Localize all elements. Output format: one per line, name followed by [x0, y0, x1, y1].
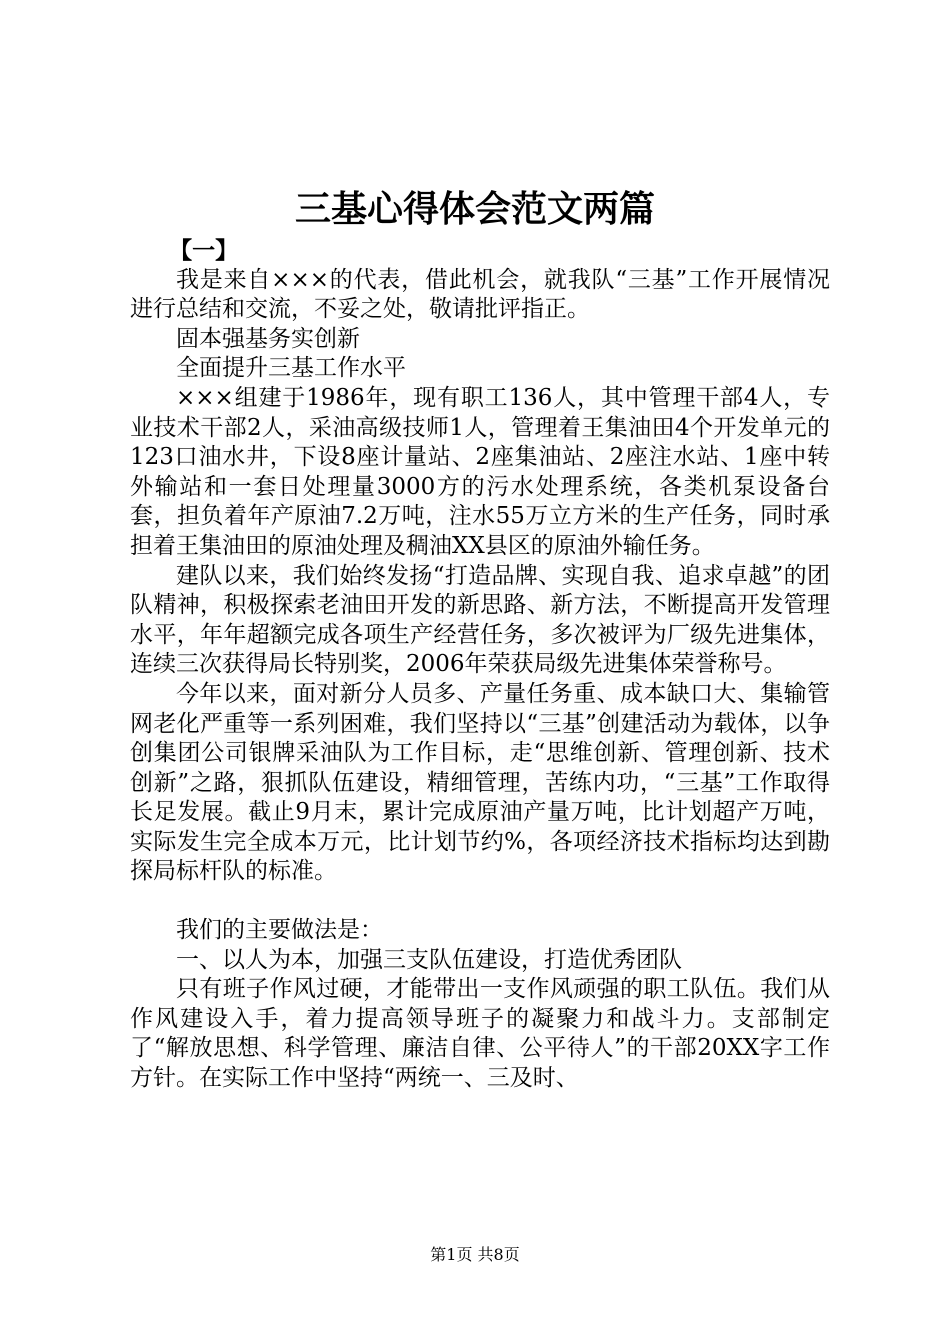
paragraph: 今年以来，面对新分人员多、产量任务重、成本缺口大、集输管网老化严重等一系列困难，我们坚持以“三基”创建活动为载体，以争创集团公司银牌采油队为工作目标，走“思维创新、管理创新、技术创新”之路，狠抓队伍建设，精细管理，苦练内功，“三基”工作取得长足发展。截止9月末，累计完成原油产量万吨，比计划超产万吨，实际发生完全成本万元，比计划节约%，各项经济技术指标均达到勘探局标杆队的标准。: [130, 680, 830, 885]
paragraph: 一、以人为本，加强三支队伍建设，打造优秀团队: [176, 946, 682, 973]
paragraph: ×××组建于1986年，现有职工136人，其中管理干部4人，专业技术干部2人，采油高级技师1人，管理着王集油田4个开发单元的123口油水井，下设8座计量站、2座集油站、2座注水站、1座中转外输站和一套日处理量3000方的污水处理系统，各类机泵设备台套，担负着年产原油7.2万吨，注水55万立方米的生产任务，同时承担着王集油田的原油处理及稠油XX县区的原油外输任务。: [130, 384, 830, 559]
paragraph: 全面提升三基工作水平: [176, 355, 406, 382]
document-body: [130, 236, 830, 1094]
section-label: 【一】: [169, 237, 239, 264]
paragraph: 我是来自×××的代表，借此机会，就我队“三基”工作开展情况进行总结和交流，不妥之处，敬请批评指正。: [130, 266, 830, 323]
paragraph: 我们的主要做法是：: [176, 917, 383, 944]
paragraph: 只有班子作风过硬，才能带出一支作风顽强的职工队伍。我们从作风建设入手，着力提高领导班子的凝聚力和战斗力。支部制定了“解放思想、科学管理、廉洁自律、公平待人”的干部20XX字工作方针。在实际工作中坚持“两统一、三及时、: [130, 976, 830, 1092]
document-title: 三基心得体会范文两篇: [294, 188, 655, 230]
page-footer: 第1页 共8页: [430, 1245, 520, 1264]
paragraph: 固本强基务实创新: [176, 325, 360, 352]
paragraph: 建队以来，我们始终发扬“打造品牌、实现自我、追求卓越”的团队精神，积极探索老油田开发的新思路、新方法，不断提高开发管理水平，年年超额完成各项生产经营任务，多次被评为厂级先进集体，连续三次获得局长特别奖，2006年荣获局级先进集体荣誉称号。: [130, 562, 830, 678]
